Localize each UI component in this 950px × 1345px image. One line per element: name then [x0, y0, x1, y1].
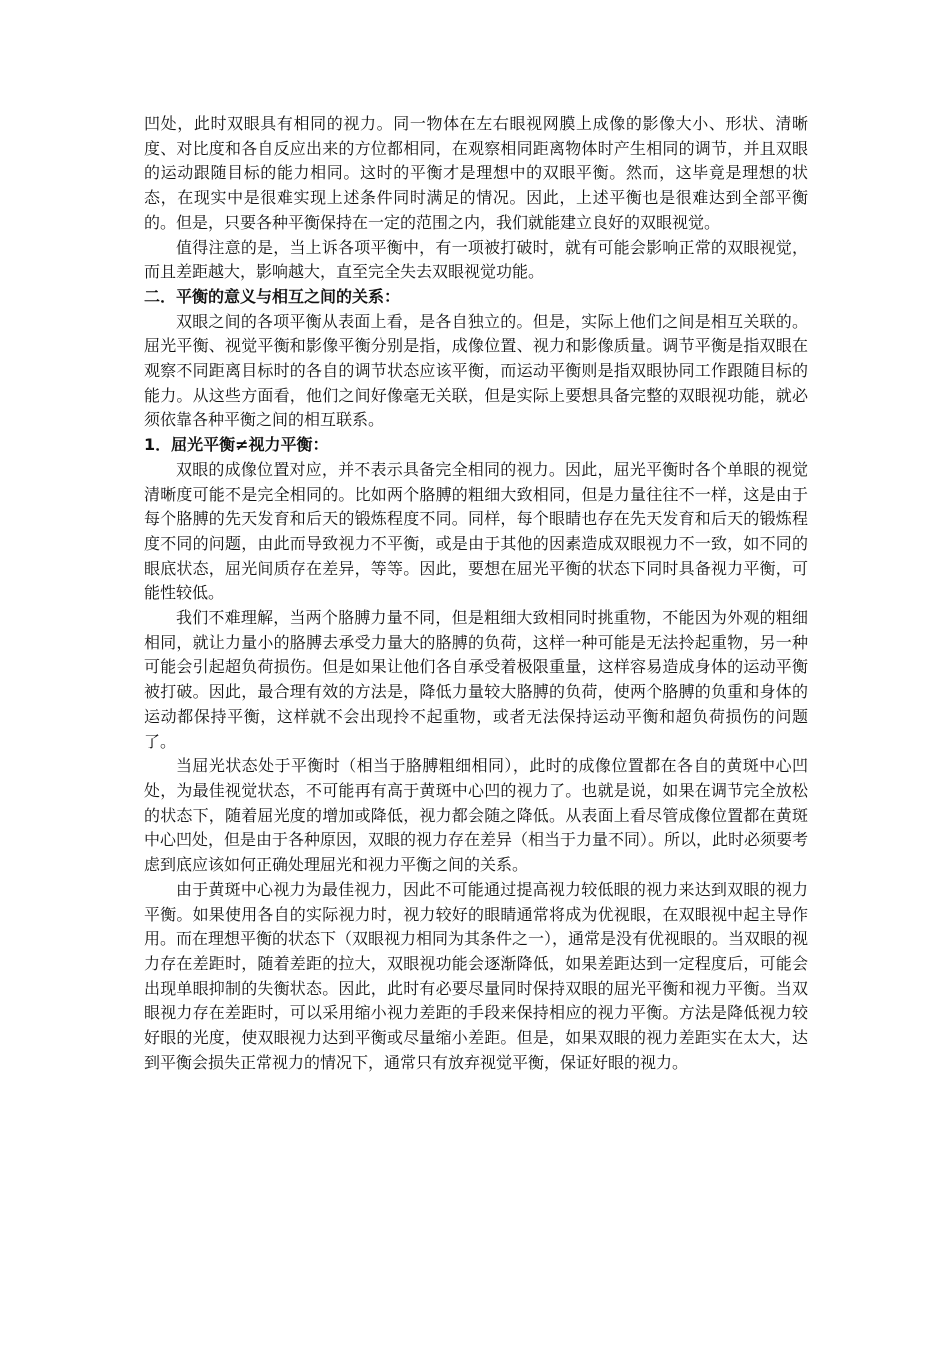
subsection-heading-2-1: 1．屈光平衡≠视力平衡： — [144, 435, 329, 455]
section-heading-2: 二．平衡的意义与相互之间的关系： — [144, 286, 401, 306]
paragraph-3: 双眼之间的各项平衡从表面上看，是各自独立的。但是，实际上他们之间是相互关联的。屈光平衡、视觉平衡和影像平衡分别是指，成像位置、视力和影像质量。调节平衡是指双眼在观察不同距离目标时的各自的调节状态应该平衡，而运动平衡则是指双眼协同工作跟随目标的能力。从这些方面看，他们之间好像毫无关联，但是实际上要想具备完整的双眼视功能，就必须依靠各种平衡之间的相互联系。 — [144, 311, 808, 430]
paragraph-5: 我们不难理解，当两个胳膊力量不同，但是粗细大致相同时挑重物，不能因为外观的粗细相同，就让力量小的胳膊去承受力量大的胳膊的负荷，这样一种可能是无法拎起重物，另一种可能会引起超负荷损伤。但是如果让他们各自承受着极限重量，这样容易造成身体的运动平衡被打破。因此，最合理有效的方法是，降低力量较大胳膊的负荷，使两个胳膊的负重和身体的运动都保持平衡，这样就不会出现拎不起重物，或者无法保持运动平衡和超负荷损伤的问题了。 — [144, 608, 808, 751]
document-body — [144, 112, 808, 1075]
paragraph-6: 当屈光状态处于平衡时（相当于胳膊粗细相同），此时的成像位置都在各自的黄斑中心凹处，为最佳视觉状态，不可能再有高于黄斑中心凹的视力了。也就是说，如果在调节完全放松的状态下，随着屈光度的增加或降低，视力都会随之降低。从表面上看尽管成像位置都在黄斑中心凹处，但是由于各种原因，双眼的视力存在差异（相当于力量不同）。所以，此时必须要考虑到底应该如何正确处理屈光和视力平衡之间的关系。 — [144, 756, 809, 875]
paragraph-7: 由于黄斑中心视力为最佳视力，因此不可能通过提高视力较低眼的视力来达到双眼的视力平衡。如果使用各自的实际视力时，视力较好的眼睛通常将成为优视眼，在双眼视中起主导作用。而在理想平衡的状态下（双眼视力相同为其条件之一），通常是没有优视眼的。当双眼的视力存在差距时，随着差距的拉大，双眼视功能会逐渐降低，如果差距达到一定程度后，可能会出现单眼抑制的失衡状态。因此，此时有必要尽量同时保持双眼的屈光平衡和视力平衡。当双眼视力存在差距时，可以采用缩小视力差距的手段来保持相应的视力平衡。方法是降低视力较好眼的光度，使双眼视力达到平衡或尽量缩小差距。但是，如果双眼的视力差距实在太大，达到平衡会损失正常视力的情况下，通常只有放弃视觉平衡，保证好眼的视力。 — [144, 879, 809, 1072]
paragraph-2: 值得注意的是，当上诉各项平衡中，有一项被打破时，就有可能会影响正常的双眼视觉，而且差距越大，影响越大，直至完全失去双眼视觉功能。 — [144, 237, 808, 282]
paragraph-1: 凹处，此时双眼具有相同的视力。同一物体在左右眼视网膜上成像的影像大小、形状、清晰度、对比度和各自反应出来的方位都相同，在观察相同距离物体时产生相同的调节，并且双眼的运动跟随目标的能力相同。这时的平衡才是理想中的双眼平衡。然而，这毕竟是理想的状态，在现实中是很难实现上述条件同时满足的情况。因此，上述平衡也是很难达到全部平衡的。但是，只要各种平衡保持在一定的范围之内，我们就能建立良好的双眼视觉。 — [144, 114, 808, 232]
paragraph-4: 双眼的成像位置对应，并不表示具备完全相同的视力。因此，屈光平衡时各个单眼的视觉清晰度可能不是完全相同的。比如两个胳膊的粗细大致相同，但是力量往往不一样，这是由于每个胳膊的先天发育和后天的锻炼程度不同。同样，每个眼睛也存在先天发育和后天的锻炼程度不同的问题，由此而导致视力不平衡，或是由于其他的因素造成双眼视力不一致，如不同的眼底状态，屈光间质存在差异，等等。因此，要想在屈光平衡的状态下同时具备视力平衡，可能性较低。 — [144, 459, 808, 603]
